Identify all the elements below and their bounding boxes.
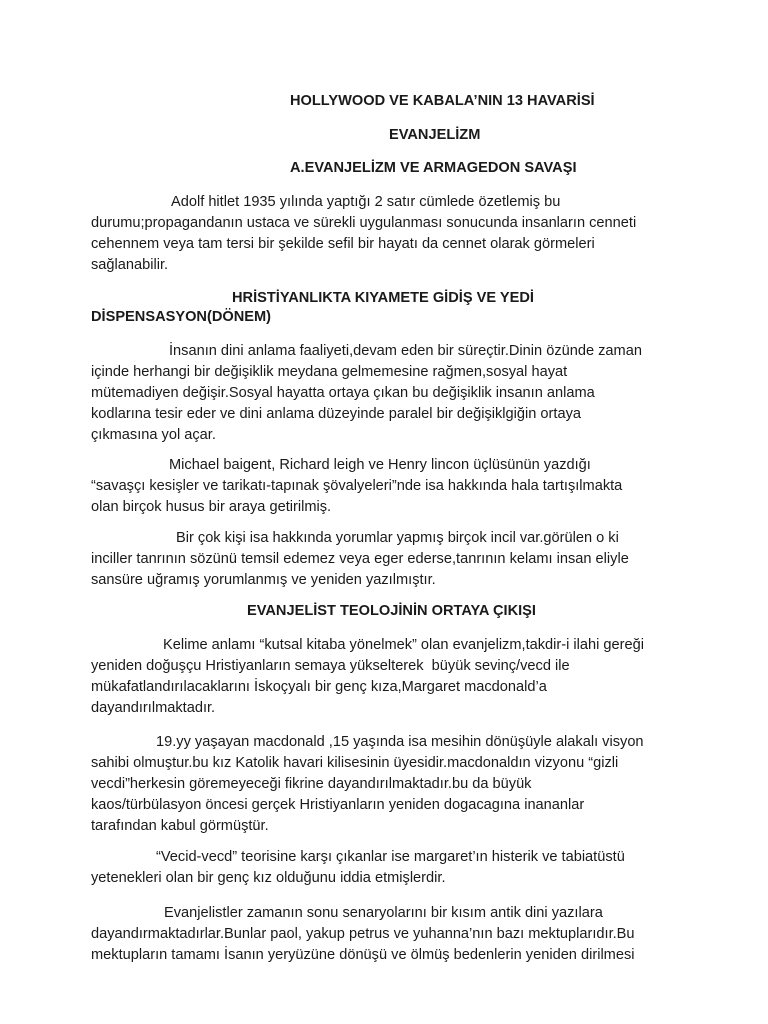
paragraph-line: “Vecid-vecd” teorisine karşı çıkanlar ise margaret’ın histerik ve tabiatüstü [156, 849, 625, 865]
paragraph-line: dayandırılmaktadır. [91, 700, 216, 716]
paragraph-line: yeniden doğuşçu Hristiyanların semaya yükselterek büyük sevinç/vecd ile [91, 658, 570, 674]
paragraph-line: sahibi olmuştur.bu kız Katolik havari kilisesinin üyesidir.macdonaldın vizyonu “gizli [91, 755, 619, 771]
paragraph-line: Evanjelistler zamanın sonu senaryolarını bir kısım antik dini yazılara [164, 905, 603, 921]
paragraph-line: dayandırmaktadırlar.Bunlar paol, yakup petrus ve yuhanna’nın bazı mektuplarıdır.Bu [91, 926, 635, 942]
paragraph-line: “savaşçı kesişler ve tarikatı-tapınak şövalyeleri”nde isa hakkında hala tartışılmakta [91, 478, 623, 494]
paragraph-line: kaos/türbülasyon öncesi gerçek Hristiyanların yeniden dogacagına inananlar [91, 797, 585, 813]
paragraph-line: mütemadiyen değişir.Sosyal hayatta ortaya çıkan bu değişiklik insanın anlama [91, 385, 595, 401]
paragraph-line: çıkmasına yol açar. [91, 427, 216, 443]
section-heading-3: EVANJELİST TEOLOJİNİN ORTAYA ÇIKIŞI [247, 603, 536, 619]
paragraph-line: Kelime anlamı “kutsal kitaba yönelmek” olan evanjelizm,takdir-i ilahi gereği [163, 637, 644, 653]
paragraph-line: olan birçok husus bir araya getirilmiş. [91, 499, 332, 515]
section-heading-a: A.EVANJELİZM VE ARMAGEDON SAVAŞI [290, 160, 577, 176]
paragraph-line: kodlarına tesir eder ve dini anlama düzeyinde paralel bir değişiklgiğin ortaya [91, 406, 581, 422]
document-subtitle: EVANJELİZM [389, 127, 481, 143]
paragraph-line: Michael baigent, Richard leigh ve Henry lincon üçlüsünün yazdığı [169, 457, 591, 473]
paragraph-line: yetenekleri olan bir genç kız olduğunu iddia etmişlerdir. [91, 870, 446, 886]
paragraph-line: mektupların tamamı İsanın yeryüzüne dönüşü ve ölmüş bedenlerin yeniden dirilmesi [91, 947, 635, 963]
paragraph-line: sağlanabilir. [91, 257, 169, 273]
paragraph-line: mükafatlandırılacaklarını İskoçyalı bir genç kıza,Margaret macdonald’a [91, 679, 547, 695]
paragraph-line: vecdi”herkesin göremeyeceği fikrine dayandırılmaktadır.bu da büyük [91, 776, 532, 792]
paragraph-line: durumu;propagandanın ustaca ve sürekli uygulanması sonucunda insanların cenneti [91, 215, 637, 231]
paragraph-line: içinde herhangi bir değişiklik meydana gelmemesine rağmen,sosyal hayat [91, 364, 568, 380]
paragraph-line: 19.yy yaşayan macdonald ,15 yaşında isa mesihin dönüşüyle alakalı visyon [156, 734, 644, 750]
paragraph-line: İnsanın dini anlama faaliyeti,devam eden bir süreçtir.Dinin özünde zaman [169, 343, 642, 359]
paragraph-line: Bir çok kişi isa hakkında yorumlar yapmış birçok incil var.görülen o ki [176, 530, 619, 546]
paragraph-line: Adolf hitlet 1935 yılında yaptığı 2 satır cümlede özetlemiş bu [171, 194, 561, 210]
paragraph-line: sansüre uğramış yorumlanmış ve yeniden yazılmıştır. [91, 572, 436, 588]
section-heading-2-cont: DİSPENSASYON(DÖNEM) [91, 309, 272, 325]
document-title: HOLLYWOOD VE KABALA’NIN 13 HAVARİSİ [290, 93, 595, 109]
paragraph-line: tarafından kabul görmüştür. [91, 818, 269, 834]
section-heading-2: HRİSTİYANLIKTA KIYAMETE GİDİŞ VE YEDİ [232, 290, 534, 306]
paragraph-line: cehennem veya tam tersi bir şekilde sefil bir hayatı da cennet olarak görmeleri [91, 236, 595, 252]
paragraph-line: inciller tanrının sözünü temsil edemez veya eger ederse,tanrının kelamı insan eliyle [91, 551, 629, 567]
